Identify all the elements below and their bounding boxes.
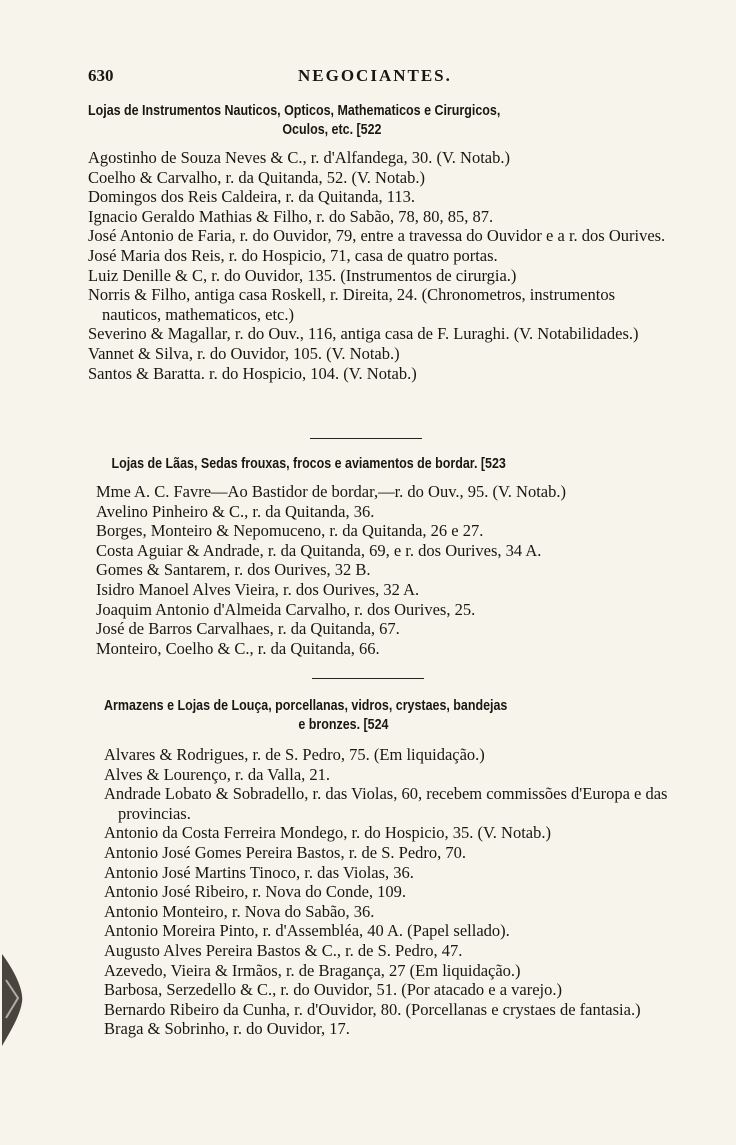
list-item: Antonio Moreira Pinto, r. d'Assembléa, 40 A. (Papel sellado). <box>104 921 510 941</box>
list-item: Domingos dos Reis Caldeira, r. da Quitanda, 113. <box>88 187 416 207</box>
entry-list <box>88 148 676 383</box>
list-item: Antonio José Martins Tinoco, r. das Violas, 36. <box>104 862 414 882</box>
list-item: Agostinho de Souza Neves & C., r. d'Alfandega, 30. (V. Notab.) <box>88 148 510 167</box>
list-item: Antonio Monteiro, r. Nova do Sabão, 36. <box>104 901 375 921</box>
list-item: José Antonio de Faria, r. do Ouvidor, 79, entre a travessa do Ouvidor e a r. dos Ourives. <box>88 226 666 246</box>
section-heading-line2: e bronzes. [524 <box>298 717 389 733</box>
list-item: Mme A. C. Favre—Ao Bastidor de bordar,—r. do Ouv., 95. (V. Notab.) <box>96 482 566 501</box>
list-item: Azevedo, Vieira & Irmãos, r. de Bragança, 27 (Em liquidação.) <box>104 960 521 980</box>
list-item: Santos & Baratta. r. do Hospicio, 104. (V. Notab.) <box>88 363 417 383</box>
list-item: Andrade Lobato & Sobradello, r. das Violas, 60, recebem commissões d'Europa e das provincias. <box>104 784 668 823</box>
list-item: Joaquim Antonio d'Almeida Carvalho, r. dos Ourives, 25. <box>96 599 476 619</box>
list-item: Antonio José Ribeiro, r. Nova do Conde, 109. <box>104 882 407 902</box>
entry-list <box>104 745 680 1039</box>
list-item: Gomes & Santarem, r. dos Ourives, 32 B. <box>96 560 371 580</box>
list-item: Antonio da Costa Ferreira Mondego, r. do Hospicio, 35. (V. Notab.) <box>104 823 551 843</box>
running-title: NEGOCIANTES. <box>298 66 452 85</box>
list-item: Alvares & Rodrigues, r. de S. Pedro, 75. (Em liquidação.) <box>104 745 485 764</box>
list-item: Costa Aguiar & Andrade, r. da Quitanda, 69, e r. dos Ourives, 34 A. <box>96 540 542 560</box>
list-item: Avelino Pinheiro & C., r. da Quitanda, 36. <box>96 501 375 521</box>
section-heading <box>96 455 598 474</box>
section-heading-line1: Lojas de Instrumentos Nauticos, Opticos, Mathematicos e Cirurgicos, <box>88 103 501 119</box>
list-item: Antonio José Gomes Pereira Bastos, r. de S. Pedro, 70. <box>104 842 467 862</box>
page-number: 630 <box>88 66 114 85</box>
binding-shadow-mark <box>0 950 26 1050</box>
section-heading <box>88 102 594 140</box>
list-item: Augusto Alves Pereira Bastos & C., r. de S. Pedro, 47. <box>104 940 463 960</box>
section-heading <box>104 697 599 735</box>
list-item: Monteiro, Coelho & C., r. da Quitanda, 66. <box>96 638 380 658</box>
section-louca <box>104 697 680 1039</box>
list-item: Isidro Manoel Alves Vieira, r. dos Ourives, 32 A. <box>96 579 420 599</box>
section-heading-line1: Lojas de Lãas, Sedas frouxas, frocos e aviamentos de bordar. [523 <box>111 456 506 472</box>
list-item: Borges, Monteiro & Nepomuceno, r. da Quitanda, 26 e 27. <box>96 521 484 541</box>
section-laas <box>96 455 680 658</box>
list-item: Norris & Filho, antiga casa Roskell, r. Direita, 24. (Chronometros, instrumentos nauticos, mathematicos, etc.) <box>88 285 616 324</box>
list-item: Severino & Magallar, r. do Ouv., 116, antiga casa de F. Luraghi. (V. Notabilidades.) <box>88 324 639 344</box>
section-divider <box>310 438 422 439</box>
list-item: Bernardo Ribeiro da Cunha, r. d'Ouvidor, 80. (Porcellanas e crystaes de fantasia.) <box>104 999 641 1019</box>
section-heading-line1: Armazens e Lojas de Louça, porcellanas, vidros, crystaes, bandejas <box>104 698 508 714</box>
list-item: José Maria dos Reis, r. do Hospicio, 71, casa de quatro portas. <box>88 245 498 265</box>
list-item: Alves & Lourenço, r. da Valla, 21. <box>104 764 331 784</box>
list-item: José de Barros Carvalhaes, r. da Quitanda, 67. <box>96 619 400 639</box>
list-item: Ignacio Geraldo Mathias & Filho, r. do Sabão, 78, 80, 85, 87. <box>88 206 494 226</box>
list-item: Barbosa, Serzedello & C., r. do Ouvidor, 51. (Por atacado e a varejo.) <box>104 980 562 1000</box>
list-item: Luiz Denille & C, r. do Ouvidor, 135. (Instrumentos de cirurgia.) <box>88 265 517 285</box>
section-instrumentos <box>88 102 676 383</box>
page-header <box>88 66 668 90</box>
list-item: Vannet & Silva, r. do Ouvidor, 105. (V. Notab.) <box>88 343 400 363</box>
section-divider <box>312 678 424 679</box>
list-item: Braga & Sobrinho, r. do Ouvidor, 17. <box>104 1019 350 1039</box>
section-heading-line2: Oculos, etc. [522 <box>282 122 382 138</box>
list-item: Coelho & Carvalho, r. da Quitanda, 52. (V. Notab.) <box>88 167 425 187</box>
entry-list <box>96 482 680 658</box>
